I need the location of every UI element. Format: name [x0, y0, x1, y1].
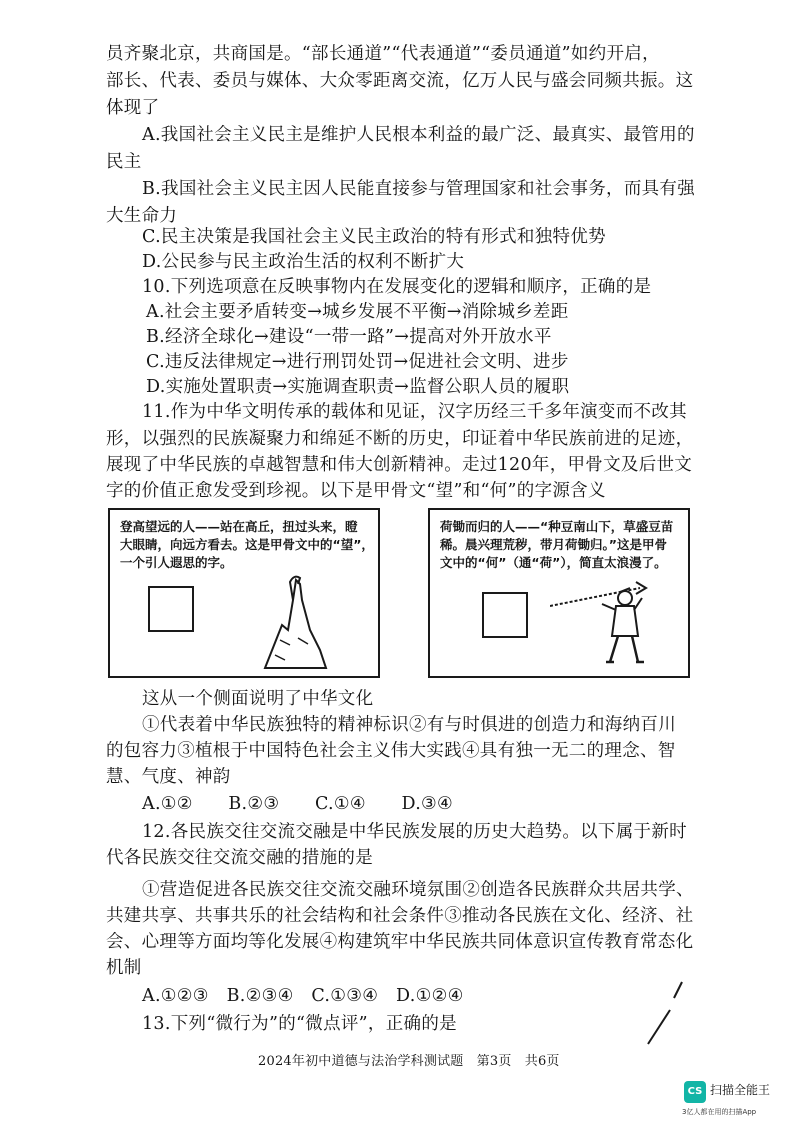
option-b: B.经济全球化→建设“一带一路”→提高对外开放水平	[146, 327, 552, 347]
caption-line: 登高望远的人——站在高丘，扭过头来，瞪	[120, 519, 358, 534]
statement-line: 机制	[106, 958, 142, 978]
farmer-with-hoe-illustration	[550, 574, 670, 674]
statement-line: 共建共享、共事共乐的社会结构和社会条件③推动各民族在文化、经济、社	[106, 906, 694, 926]
text-line: 形，以强烈的民族凝聚力和绵延不断的历史，印证着中华民族前进的足迹，	[106, 429, 694, 449]
panel-caption	[440, 518, 673, 572]
text-line: 大生命力	[106, 206, 178, 226]
watermark-name: 扫描全能王	[710, 1083, 771, 1097]
camscanner-logo-icon: CS	[684, 1081, 706, 1103]
answer-options: A.①②③ B.②③④ C.①③④ D.①②④	[142, 986, 464, 1006]
text-line: 员齐聚北京，共商国是。“部长通道”“代表通道”“委员通道”如约开启，	[106, 44, 660, 64]
text-line: 民主	[106, 152, 142, 172]
caption-line: 一个引人遐思的字。	[120, 555, 233, 570]
question-12: 12.各民族交往交流交融是中华民族发展的历史大趋势。以下属于新时	[142, 822, 687, 842]
pen-mark	[640, 980, 690, 1050]
statement-line: ①代表着中华民族独特的精神标识②有与时俱进的创造力和海纳百川	[142, 715, 676, 735]
oracle-panel-wang	[108, 508, 380, 678]
caption-line: 文中的“何”（通“荷”），简直太浪漫了。	[440, 555, 667, 570]
panel-caption	[120, 518, 374, 572]
page-footer: 2024年初中道德与法治学科测试题 第3页 共6页	[258, 1054, 560, 1069]
statement-line: ①营造促进各民族交往交流交融环境氛围②创造各民族群众共居共学、	[142, 880, 694, 900]
answer-options: A.①② B.②③ C.①④ D.③④	[142, 794, 454, 814]
statement-line: 慧、气度、神韵	[106, 767, 231, 787]
statement-line: 的包容力③植根于中国特色社会主义伟大实践④具有独一无二的理念、智	[106, 741, 676, 761]
watermark-tagline: 3亿人都在用的扫描App	[682, 1108, 757, 1116]
caption-line: 稀。晨兴理荒秽，带月荷锄归。”这是甲骨	[440, 537, 667, 552]
option-a: A.我国社会主义民主是维护人民根本利益的最广泛、最真实、最管用的	[142, 125, 695, 145]
text-line: 展现了中华民族的卓越智慧和伟大创新精神。走过120年，甲骨文及后世文	[106, 455, 693, 475]
text-line: 代各民族交往交流交融的措施的是	[106, 848, 373, 868]
hill-figure-illustration	[260, 570, 330, 670]
text-line: 这从一个侧面说明了中华文化	[142, 689, 374, 709]
text-line: 体现了	[106, 98, 160, 118]
text-line: 字的价值正愈发受到珍视。以下是甲骨文“望”和“何”的字源含义	[106, 481, 606, 501]
text-line: 部长、代表、委员与媒体、大众零距离交流，亿万人民与盛会同频共振。这	[106, 71, 694, 91]
question-11: 11.作为中华文明传承的载体和见证，汉字历经三千多年演变而不改其	[142, 402, 687, 422]
option-d: D.公民参与民主政治生活的权利不断扩大	[142, 252, 465, 272]
caption-line: 荷锄而归的人——“种豆南山下，草盛豆苗	[440, 519, 674, 534]
question-10: 10.下列选项意在反映事物内在发展变化的逻辑和顺序，正确的是	[142, 277, 652, 297]
option-b: B.我国社会主义民主因人民能直接参与管理国家和社会事务，而具有强	[142, 179, 696, 199]
option-a: A.社会主要矛盾转变→城乡发展不平衡→消除城乡差距	[146, 302, 569, 322]
caption-line: 大眼睛，向远方看去。这是甲骨文中的“望”，	[120, 537, 374, 552]
option-c: C.民主决策是我国社会主义民主政治的特有形式和独特优势	[142, 227, 606, 247]
oracle-panel-he	[428, 508, 690, 678]
answer-blank-box	[482, 592, 528, 638]
option-d: D.实施处置职责→实施调查职责→监督公职人员的履职	[146, 377, 570, 397]
option-c: C.违反法律规定→进行刑罚处罚→促进社会文明、进步	[146, 352, 569, 372]
answer-blank-box	[148, 586, 194, 632]
statement-line: 会、心理等方面均等化发展④构建筑牢中华民族共同体意识宣传教育常态化	[106, 932, 694, 952]
question-13: 13.下列“微行为”的“微点评”，正确的是	[142, 1014, 457, 1034]
